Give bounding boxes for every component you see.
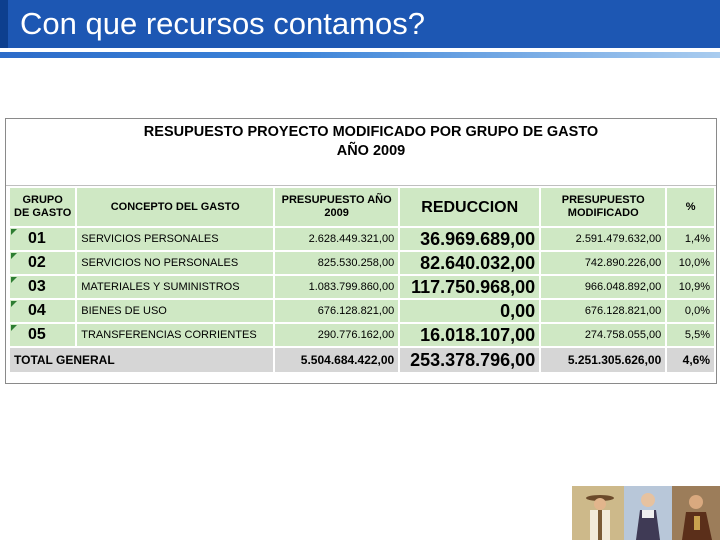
header-concepto: CONCEPTO DEL GASTO (76, 187, 274, 227)
row-pct: 0,0% (666, 299, 715, 323)
row-modified: 966.048.892,00 (540, 275, 666, 299)
document-title-line1: RESUPUESTO PROYECTO MODIFICADO POR GRUPO DE GASTO (143, 124, 599, 140)
row-concept: BIENES DE USO (76, 299, 274, 323)
cell-marker-icon (11, 277, 17, 283)
cell-marker-icon (11, 229, 17, 235)
title-accent (0, 0, 8, 48)
total-modified: 5.251.305.626,00 (540, 347, 666, 373)
cell-marker-icon (11, 253, 17, 259)
table-row (9, 251, 715, 275)
header-presupuesto (274, 187, 399, 227)
table-row (9, 299, 715, 323)
header-grupo-line2: DE GASTO (14, 207, 72, 219)
header-modificado-line2: MODIFICADO (567, 207, 639, 219)
row-modified: 274.758.055,00 (540, 323, 666, 347)
illustration-icon (572, 486, 720, 540)
row-code: 04 (9, 299, 76, 323)
row-code: 03 (9, 275, 76, 299)
row-reduction: 117.750.968,00 (399, 275, 540, 299)
budget-table (8, 186, 716, 374)
row-reduction: 0,00 (399, 299, 540, 323)
title-stripe (0, 52, 720, 58)
table-header-row (9, 187, 715, 227)
row-budget: 290.776.162,00 (274, 323, 399, 347)
row-budget: 676.128.821,00 (274, 299, 399, 323)
row-concept: SERVICIOS PERSONALES (76, 227, 274, 251)
row-pct: 1,4% (666, 227, 715, 251)
total-row (9, 347, 715, 373)
row-concept: TRANSFERENCIAS CORRIENTES (76, 323, 274, 347)
document-header (6, 119, 716, 186)
header-modificado-line1: PRESUPUESTO (561, 194, 645, 206)
total-pct: 4,6% (666, 347, 715, 373)
budget-document (5, 118, 717, 384)
header-reduccion: REDUCCION (399, 187, 540, 227)
row-modified: 742.890.226,00 (540, 251, 666, 275)
row-budget: 1.083.799.860,00 (274, 275, 399, 299)
document-title-line2: AÑO 2009 (336, 143, 406, 159)
header-presupuesto-line2: 2009 (324, 207, 349, 219)
total-reduction: 253.378.796,00 (399, 347, 540, 373)
row-modified: 676.128.821,00 (540, 299, 666, 323)
row-pct: 5,5% (666, 323, 715, 347)
cell-marker-icon (11, 301, 17, 307)
row-code: 05 (9, 323, 76, 347)
title-bar (0, 0, 720, 48)
row-reduction: 16.018.107,00 (399, 323, 540, 347)
header-porcentaje: % (666, 187, 715, 227)
cell-marker-icon (11, 325, 17, 331)
row-code: 01 (9, 227, 76, 251)
table-row (9, 323, 715, 347)
row-budget: 2.628.449.321,00 (274, 227, 399, 251)
row-reduction: 82.640.032,00 (399, 251, 540, 275)
slide-title: Con que recursos contamos? (20, 6, 425, 41)
row-pct: 10,0% (666, 251, 715, 275)
historical-figures-illustration (572, 486, 720, 540)
total-label: TOTAL GENERAL (9, 347, 274, 373)
row-pct: 10,9% (666, 275, 715, 299)
header-modificado (540, 187, 666, 227)
table-row (9, 275, 715, 299)
row-concept: SERVICIOS NO PERSONALES (76, 251, 274, 275)
row-code: 02 (9, 251, 76, 275)
row-modified: 2.591.479.632,00 (540, 227, 666, 251)
row-concept: MATERIALES Y SUMINISTROS (76, 275, 274, 299)
row-reduction: 36.969.689,00 (399, 227, 540, 251)
row-budget: 825.530.258,00 (274, 251, 399, 275)
document-title (6, 123, 720, 161)
header-grupo-line1: GRUPO (22, 194, 63, 206)
header-grupo (9, 187, 76, 227)
total-budget: 5.504.684.422,00 (274, 347, 399, 373)
header-presupuesto-line1: PRESUPUESTO AÑO (281, 194, 392, 206)
table-row (9, 227, 715, 251)
